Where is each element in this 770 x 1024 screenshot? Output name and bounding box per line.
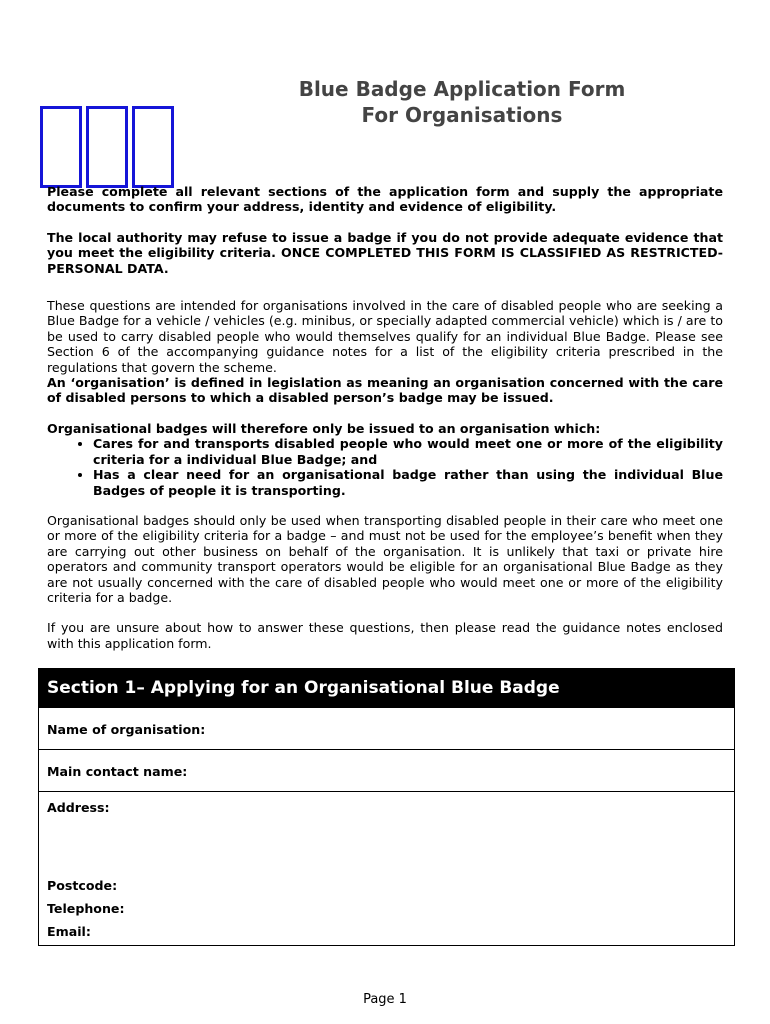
logo-box-icon	[132, 106, 174, 188]
main-contact-label: Main contact name:	[47, 764, 188, 779]
logo-box-icon	[40, 106, 82, 188]
logo-box-icon	[86, 106, 128, 188]
address-field[interactable]	[39, 791, 734, 987]
page-title	[200, 76, 724, 128]
logo-placeholder-icon	[40, 106, 182, 192]
title-line-2: For Organisations	[361, 103, 563, 127]
organisation-name-label: Name of organisation:	[47, 722, 206, 737]
address-label: Address:	[47, 800, 110, 815]
intro-paragraph-3: These questions are intended for organisations involved in the care of disabled people who are seeking a Blue Badge for a vehicle / vehicles (e.g. minibus, or specially adapted commercial vehicle) which is / are to be used to carry disabled people who would themselves qualify for an individual Blue Badge. Please see Section 6 of the accompanying guidance notes for a list of the eligibility criteria prescribed in the regulations that govern the scheme.	[47, 298, 723, 375]
list-item: • Has a clear need for an organisational badge rather than using the individual Blue Badges of people it is transporting.	[93, 467, 723, 498]
section-1-table	[38, 668, 735, 946]
title-line-1: Blue Badge Application Form	[298, 77, 626, 101]
email-label: Email:	[47, 924, 91, 939]
intro-paragraph-4: An ‘organisation’ is defined in legislation as meaning an organisation concerned with the care of disabled persons to which a disabled person’s badge may be issued.	[47, 375, 723, 406]
organisation-name-field[interactable]	[39, 707, 734, 749]
intro-text	[47, 184, 723, 666]
intro-paragraph-7: If you are unsure about how to answer these questions, then please read the guidance notes enclosed with this application form.	[47, 620, 723, 651]
main-contact-field[interactable]	[39, 749, 734, 791]
intro-paragraph-5: Organisational badges will therefore only be issued to an organisation which:	[47, 420, 601, 436]
postcode-label: Postcode:	[47, 878, 118, 893]
criteria-list	[47, 436, 723, 498]
page-number: Page 1	[363, 992, 407, 1007]
intro-paragraph-6: Organisational badges should only be used when transporting disabled people in their care who meet one or more of the eligibility criteria for a badge – and must not be used for the employee’s benefit when they are carrying out other business on behalf of the organisation. It is unlikely that taxi or private hire operators and community transport operators would be eligible for an organisational Blue Badge as they are not usually concerned with the care of disabled people who would meet one or more of the eligibility criteria for a badge.	[47, 512, 723, 605]
telephone-label: Telephone:	[47, 901, 125, 916]
list-item: • Cares for and transports disabled people who would meet one or more of the eligibility criteria for a individual Blue Badge; and	[93, 436, 723, 467]
intro-paragraph-2: The local authority may refuse to issue a badge if you do not provide adequate evidence that you meet the eligibility criteria. ONCE COMPLETED THIS FORM IS CLASSIFIED AS RESTRICTED-PERSONAL DATA.	[47, 229, 723, 276]
intro-paragraph-1: Please complete all relevant sections of the application form and supply the appropriate documents to confirm your address, identity and evidence of eligibility.	[47, 184, 723, 215]
section-1-heading: Section 1– Applying for an Organisational Blue Badge	[39, 669, 734, 707]
